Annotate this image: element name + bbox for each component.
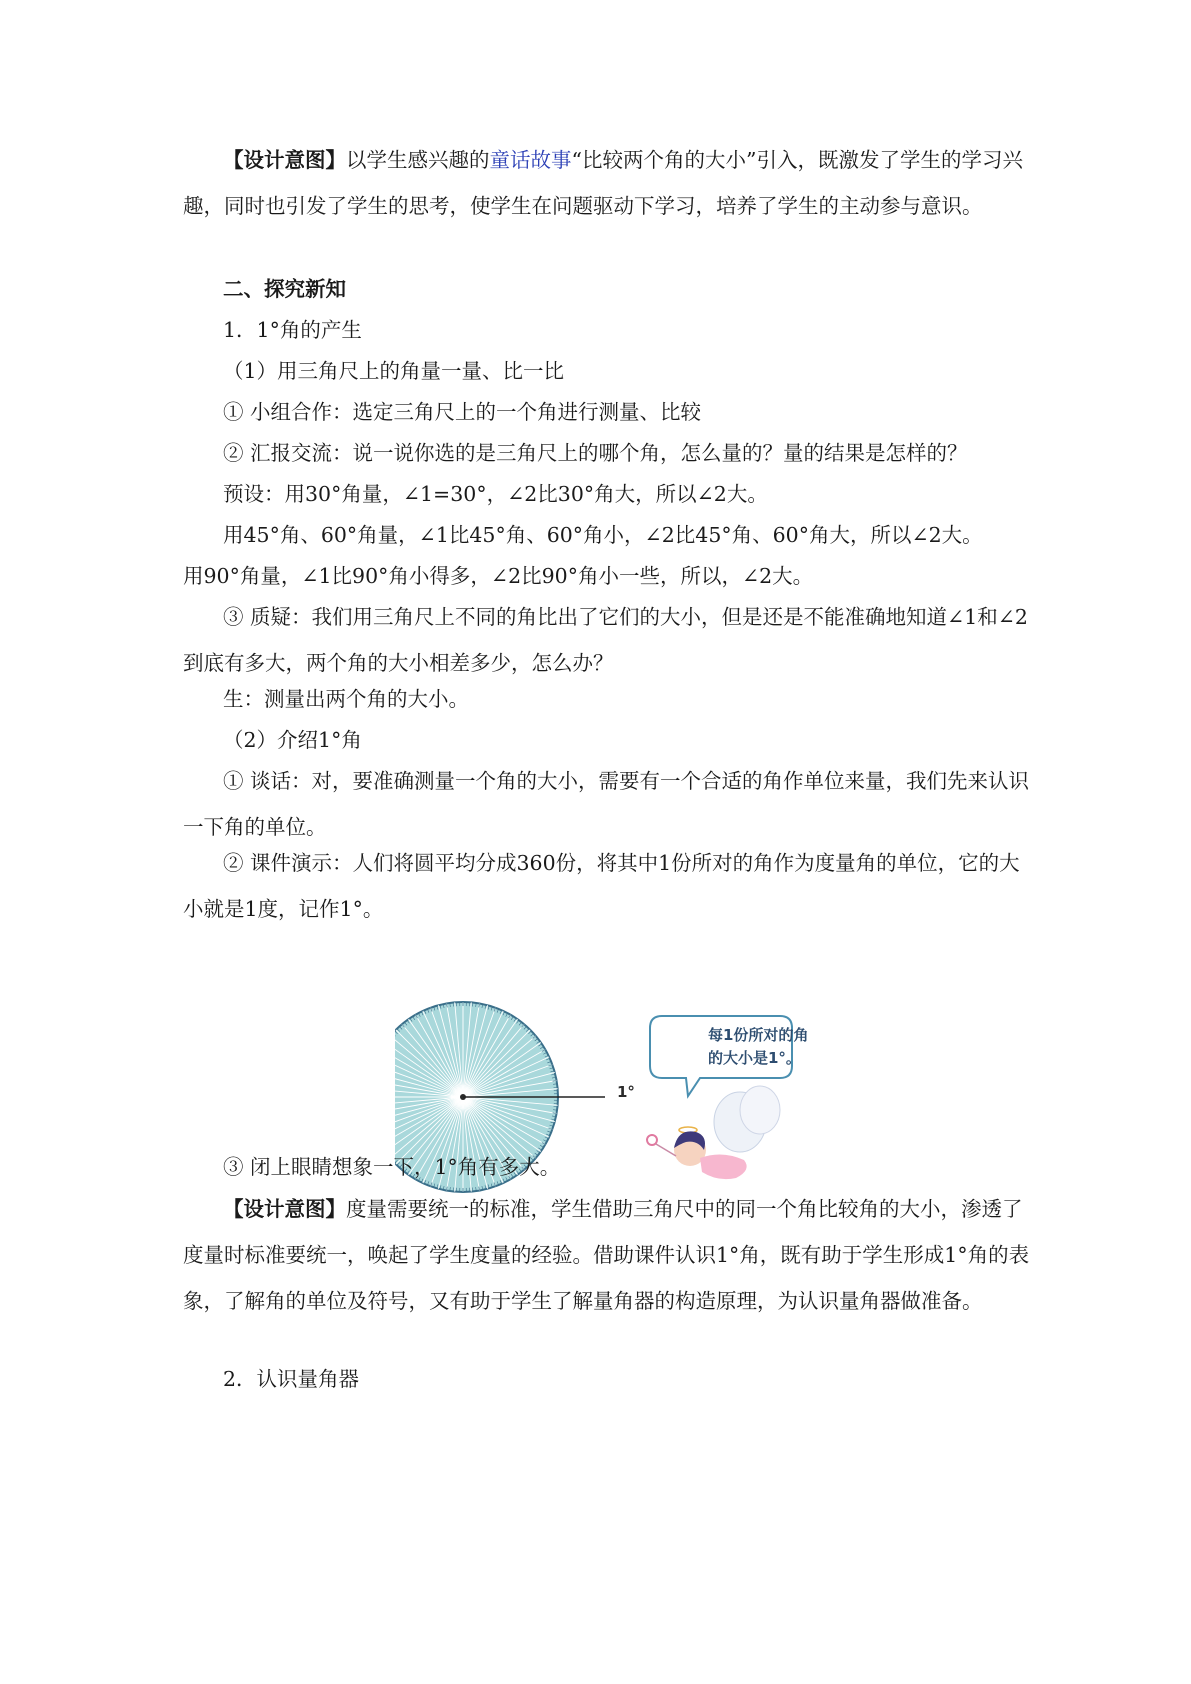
subheading-1-degree: 1．1°角的产生 <box>223 318 362 342</box>
preset-line-3: 用90°角量，∠1比90°角小得多，∠2比90°角小一些，所以，∠2大。 <box>183 564 814 588</box>
demo-paragraph: ② 课件演示：人们将圆平均分成360份，将其中1份所对的角作为度量角的单位，它的大小就是1度，记作1°。 <box>183 851 1020 921</box>
talk-paragraph: ① 谈话：对，要准确测量一个角的大小，需要有一个合适的角作单位来量，我们先来认识一下角的单位。 <box>183 769 1030 839</box>
step-1-measure: （1）用三角尺上的角量一量、比一比 <box>223 359 565 383</box>
subheading-protractor: 2．认识量角器 <box>223 1367 360 1391</box>
section-heading-explore: 二、探究新知 <box>223 277 346 301</box>
bubble-line-2: 的大小是1°。 <box>708 1049 801 1067</box>
fairy-tale-link[interactable]: 童话故事 <box>489 148 572 172</box>
preset-line-1: 预设：用30°角量，∠1=30°，∠2比30°角大，所以∠2大。 <box>223 482 768 506</box>
step-2-introduce: （2）介绍1°角 <box>223 728 362 752</box>
bubble-line-1: 每1份所对的角 <box>708 1026 809 1044</box>
design-intent-tag-2: 【设计意图】 <box>223 1197 346 1221</box>
preset-line-2: 用45°角、60°角量，∠1比45°角、60°角小，∠2比45°角、60°角大，所以∠2大。 <box>223 523 983 547</box>
design-intent-tag: 【设计意图】 <box>223 148 346 172</box>
design-intent-text-b: “比较两个角的大小”引入，既激发了学生的学习兴趣，同时也引发了学生的思考，使学生在问题驱动下学习，培养了学生的主动参与意识。 <box>183 148 1023 218</box>
imagine-paragraph: ③ 闭上眼睛想象一下，1°角有多大。 <box>223 1155 561 1179</box>
design-intent-paragraph-2 <box>183 1186 1033 1324</box>
design-intent-body-2: 度量需要统一的标准，学生借助三角尺中的同一个角比较角的大小，渗透了度量时标准要统一，唤起了学生度量的经验。借助课件认识1°角，既有助于学生形成1°角的表象，了解角的单位及符号，又有助于学生了解量角器的构造原理，为认识量角器做准备。 <box>183 1197 1030 1313</box>
design-intent-paragraph-1 <box>183 137 1033 229</box>
design-intent-text-a: 以学生感兴趣的 <box>346 148 490 172</box>
question-paragraph: ③ 质疑：我们用三角尺上不同的角比出了它们的大小，但是还是不能准确地知道∠1和∠2到底有多大，两个角的大小相差多少，怎么办？ <box>183 605 1028 675</box>
fairy-wing-icon-2 <box>740 1086 780 1134</box>
step-report: ② 汇报交流：说一说你选的是三角尺上的哪个角，怎么量的？量的结果是怎样的？ <box>223 441 968 465</box>
student-answer: 生：测量出两个角的大小。 <box>223 687 469 711</box>
degree-label: 1° <box>617 1083 635 1101</box>
step-group-work: ① 小组合作：选定三角尺上的一个角进行测量、比较 <box>223 400 702 424</box>
